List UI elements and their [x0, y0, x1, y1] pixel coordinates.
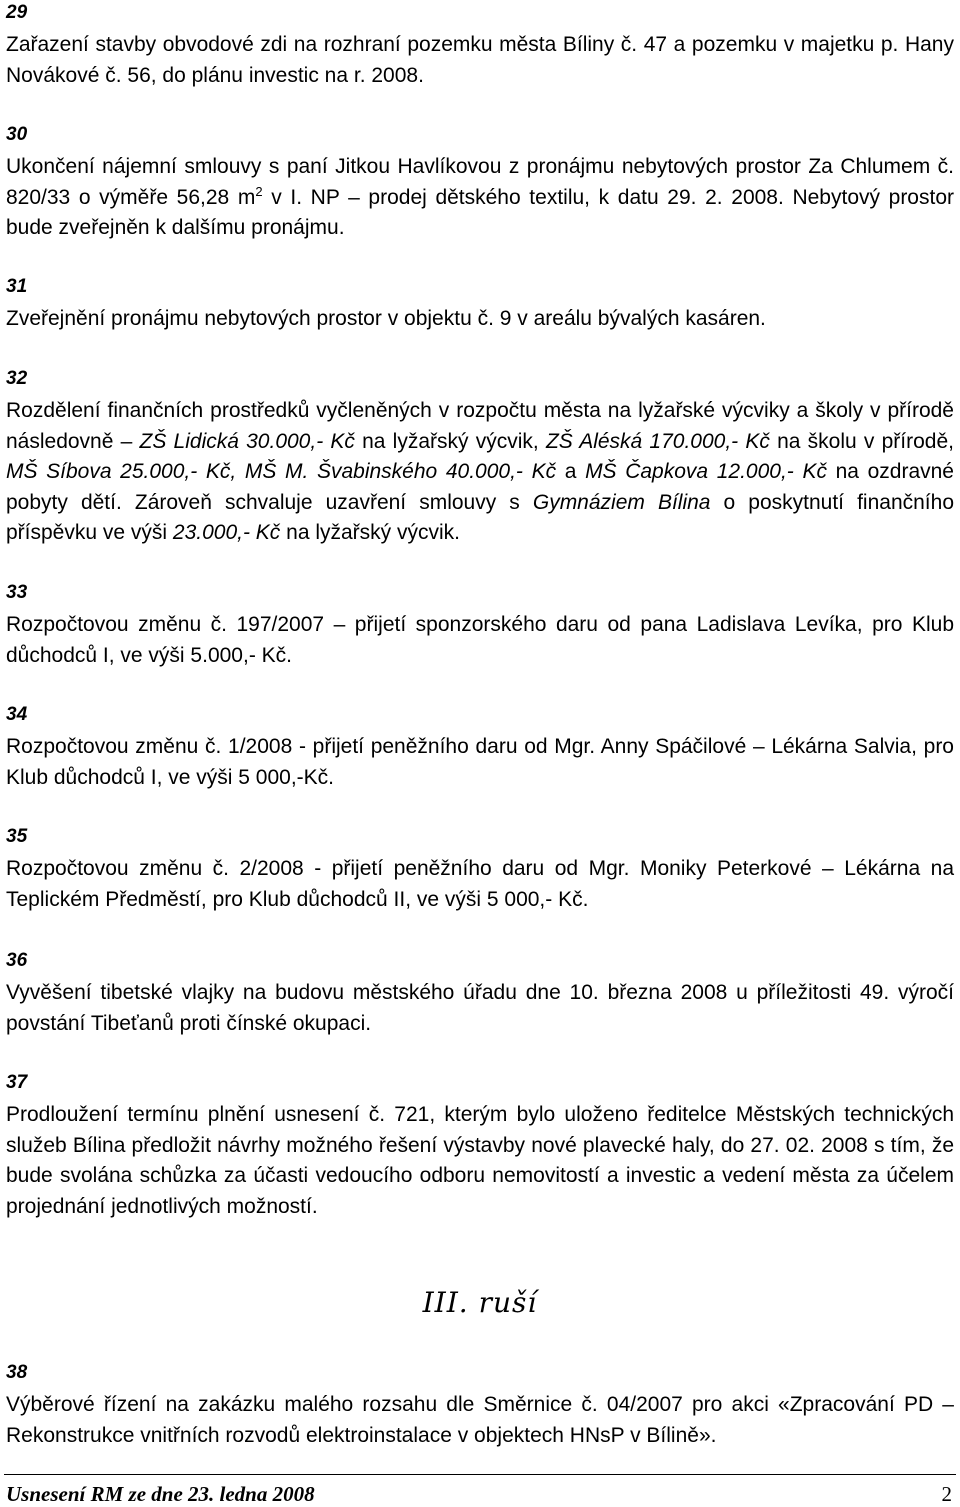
- item-number: 34: [6, 704, 28, 725]
- item-32: [6, 368, 954, 549]
- item-text: Zveřejnění pronájmu nebytových prostor v objektu č. 9 v areálu bývalých kasáren.: [6, 307, 766, 330]
- item-31: [6, 276, 954, 335]
- item-number: 30: [6, 124, 28, 145]
- school-name: Gymnáziem Bílina: [532, 490, 711, 514]
- item-33: [6, 582, 954, 671]
- item-text-part: Ukončení nájemní smlouvy s paní Jitkou Havlíkovou z pronájmu nebytových prostor Za Chlumem č. 820/33 o výměře 56,28 m: [6, 155, 954, 209]
- school-allocation: ZŠ Lidická 30.000,- Kč: [139, 429, 355, 453]
- amount: 23.000,- Kč: [172, 521, 281, 544]
- footer-title: Usnesení RM ze dne 23. ledna 2008: [6, 1482, 315, 1506]
- item-36: [6, 950, 954, 1039]
- item-text: Zařazení stavby obvodové zdi na rozhraní pozemku města Bíliny č. 47 a pozemku v majetku p. Hany Novákové č. 56, do plánu investic na r. 2008.: [6, 33, 954, 87]
- item-text-part: a: [556, 460, 586, 483]
- page-number: 2: [941, 1482, 952, 1506]
- item-text: Vyvěšení tibetské vlajky na budovu městského úřadu dne 10. března 2008 u příležitosti 49. výročí povstání Tibeťanů proti čínské okupaci.: [6, 981, 954, 1035]
- item-text: Rozpočtovou změnu č. 1/2008 - přijetí peněžního daru od Mgr. Anny Spáčilové – Lékárna Salvia, pro Klub důchodců I, ve výši 5 000,-Kč.: [6, 735, 954, 789]
- item-number: 31: [6, 276, 28, 297]
- section-heading: III. ruší: [422, 1286, 538, 1319]
- item-text: Rozpočtovou změnu č. 2/2008 - přijetí peněžního daru od Mgr. Moniky Peterkové – Lékárna na Teplickém Předměstí, pro Klub důchodců II, ve výši 5 000,- Kč.: [6, 857, 954, 911]
- item-text-part: na lyžařský výcvik,: [354, 429, 546, 453]
- superscript: 2: [255, 183, 263, 199]
- item-text-part: na ozdravné pobyty dětí. Zároveň schvaluje uzavření smlouvy s: [6, 460, 954, 514]
- item-text-part: v I. NP – prodej dětského textilu, k datu 29. 2. 2008. Nebytový prostor bude zveřejněn k dalšímu pronájmu.: [6, 185, 954, 239]
- item-text: Výběrové řízení na zakázku malého rozsahu dle Směrnice č. 04/2007 pro akci «Zpracování PD – Rekonstrukce vnitřních rozvodů elektroinstalace v objektech HNsP v Bílině».: [6, 1393, 954, 1447]
- school-allocation: MŠ Čapkova 12.000,- Kč: [585, 460, 827, 483]
- item-text-part: na školu v přírodě,: [769, 429, 954, 453]
- item-text-part: Rozdělení finančních prostředků vyčleněných v rozpočtu města na lyžařské výcviky a školy v přírodě následovně –: [6, 399, 954, 453]
- item-number: 35: [6, 826, 28, 847]
- school-allocation: MŠ Síbova 25.000,- Kč, MŠ M. Švabinského 40.000,- Kč: [6, 460, 557, 483]
- item-text-part: na lyžařský výcvik.: [280, 521, 461, 544]
- footer-divider: [4, 1474, 956, 1475]
- item-text: Prodloužení termínu plnění usnesení č. 721, kterým bylo uloženo ředitelce Městských technických služeb Bílina předložit návrhy možného řešení výstavby nové plavecké haly, do 27. 02. 2008 s tím, že bude svolána schůzka za účasti vedoucího odboru nemovitostí a investic a vedení města za účelem projednání jednotlivých možností.: [6, 1103, 954, 1218]
- item-number: 37: [6, 1072, 28, 1093]
- item-number: 29: [6, 2, 28, 23]
- item-34: [6, 704, 954, 793]
- item-30: [6, 124, 954, 244]
- item-number: 38: [6, 1362, 28, 1383]
- school-allocation: ZŠ Aléská 170.000,- Kč: [545, 429, 770, 453]
- item-text: [6, 152, 954, 244]
- item-text: [6, 396, 954, 549]
- item-37: [6, 1072, 954, 1222]
- item-29: [6, 2, 954, 91]
- item-number: 36: [6, 950, 28, 971]
- item-38: [6, 1362, 954, 1451]
- item-text-part: o poskytnutí finančního příspěvku ve výši: [6, 490, 954, 544]
- item-number: 33: [6, 582, 28, 603]
- item-number: 32: [6, 368, 28, 389]
- item-35: [6, 826, 954, 915]
- item-text: Rozpočtovou změnu č. 197/2007 – přijetí sponzorského daru od pana Ladislava Levíka, pro Klub důchodců I, ve výši 5.000,- Kč.: [6, 613, 954, 667]
